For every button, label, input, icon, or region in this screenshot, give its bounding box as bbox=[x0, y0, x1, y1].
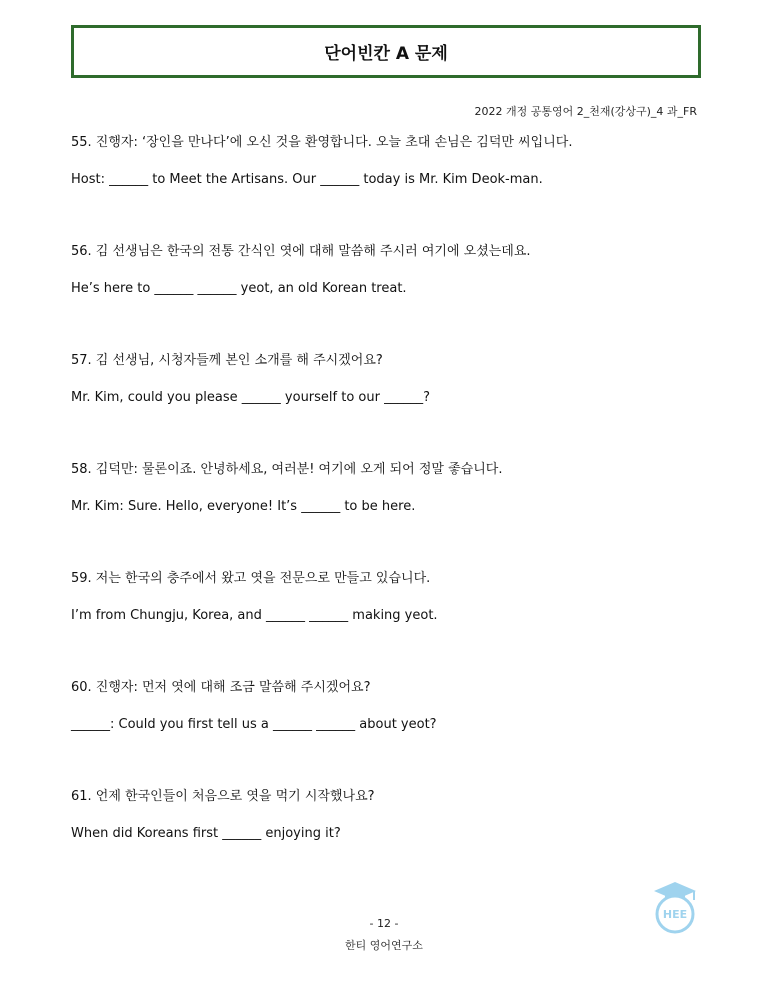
korean-sentence: 60. 진행자: 먼저 엿에 대해 조금 말씀해 주시겠어요? bbox=[71, 680, 371, 695]
english-blank-sentence: ______: Could you first tell us a ______ ______ about yeot? bbox=[71, 717, 437, 732]
question-item bbox=[71, 133, 701, 242]
english-blank-sentence: Mr. Kim: Sure. Hello, everyone! It’s ______ to be here. bbox=[71, 499, 416, 514]
korean-sentence: 58. 김덕만: 물론이죠. 안녕하세요, 여러분! 여기에 오게 되어 정말 좋습니다. bbox=[71, 462, 503, 477]
logo-text: HEE bbox=[662, 908, 688, 921]
organization-name: 한티 영어연구소 bbox=[345, 939, 423, 952]
english-blank-sentence: He’s here to ______ ______ yeot, an old Korean treat. bbox=[71, 281, 407, 296]
page-number: - 12 - bbox=[369, 917, 399, 930]
korean-sentence: 56. 김 선생님은 한국의 전통 간식인 엿에 대해 말씀해 주시러 여기에 오셨는데요. bbox=[71, 244, 531, 259]
english-blank-sentence: When did Koreans first ______ enjoying it? bbox=[71, 826, 341, 841]
question-item bbox=[71, 569, 701, 678]
question-list bbox=[71, 133, 701, 896]
english-blank-sentence: I’m from Chungju, Korea, and ______ ______ making yeot. bbox=[71, 608, 438, 623]
question-item bbox=[71, 351, 701, 460]
english-blank-sentence: Host: ______ to Meet the Artisans. Our ______ today is Mr. Kim Deok-man. bbox=[71, 172, 543, 187]
korean-sentence: 57. 김 선생님, 시청자들께 본인 소개를 해 주시겠어요? bbox=[71, 353, 383, 368]
course-subtitle: 2022 개정 공통영어 2_천재(강상구)_4 과_FR bbox=[474, 105, 697, 118]
page-title: 단어빈칸 A 문제 bbox=[324, 44, 448, 64]
korean-sentence: 59. 저는 한국의 충주에서 왔고 엿을 전문으로 만들고 있습니다. bbox=[71, 571, 431, 586]
english-blank-sentence: Mr. Kim, could you please ______ yourself to our ______? bbox=[71, 390, 430, 405]
question-item bbox=[71, 460, 701, 569]
question-item bbox=[71, 678, 701, 787]
korean-sentence: 61. 언제 한국인들이 처음으로 엿을 먹기 시작했나요? bbox=[71, 789, 375, 804]
title-box bbox=[71, 25, 701, 78]
question-item bbox=[71, 787, 701, 896]
korean-sentence: 55. 진행자: ‘장인을 만나다’에 오신 것을 환영합니다. 오늘 초대 손님은 김덕만 씨입니다. bbox=[71, 135, 573, 150]
question-item bbox=[71, 242, 701, 351]
